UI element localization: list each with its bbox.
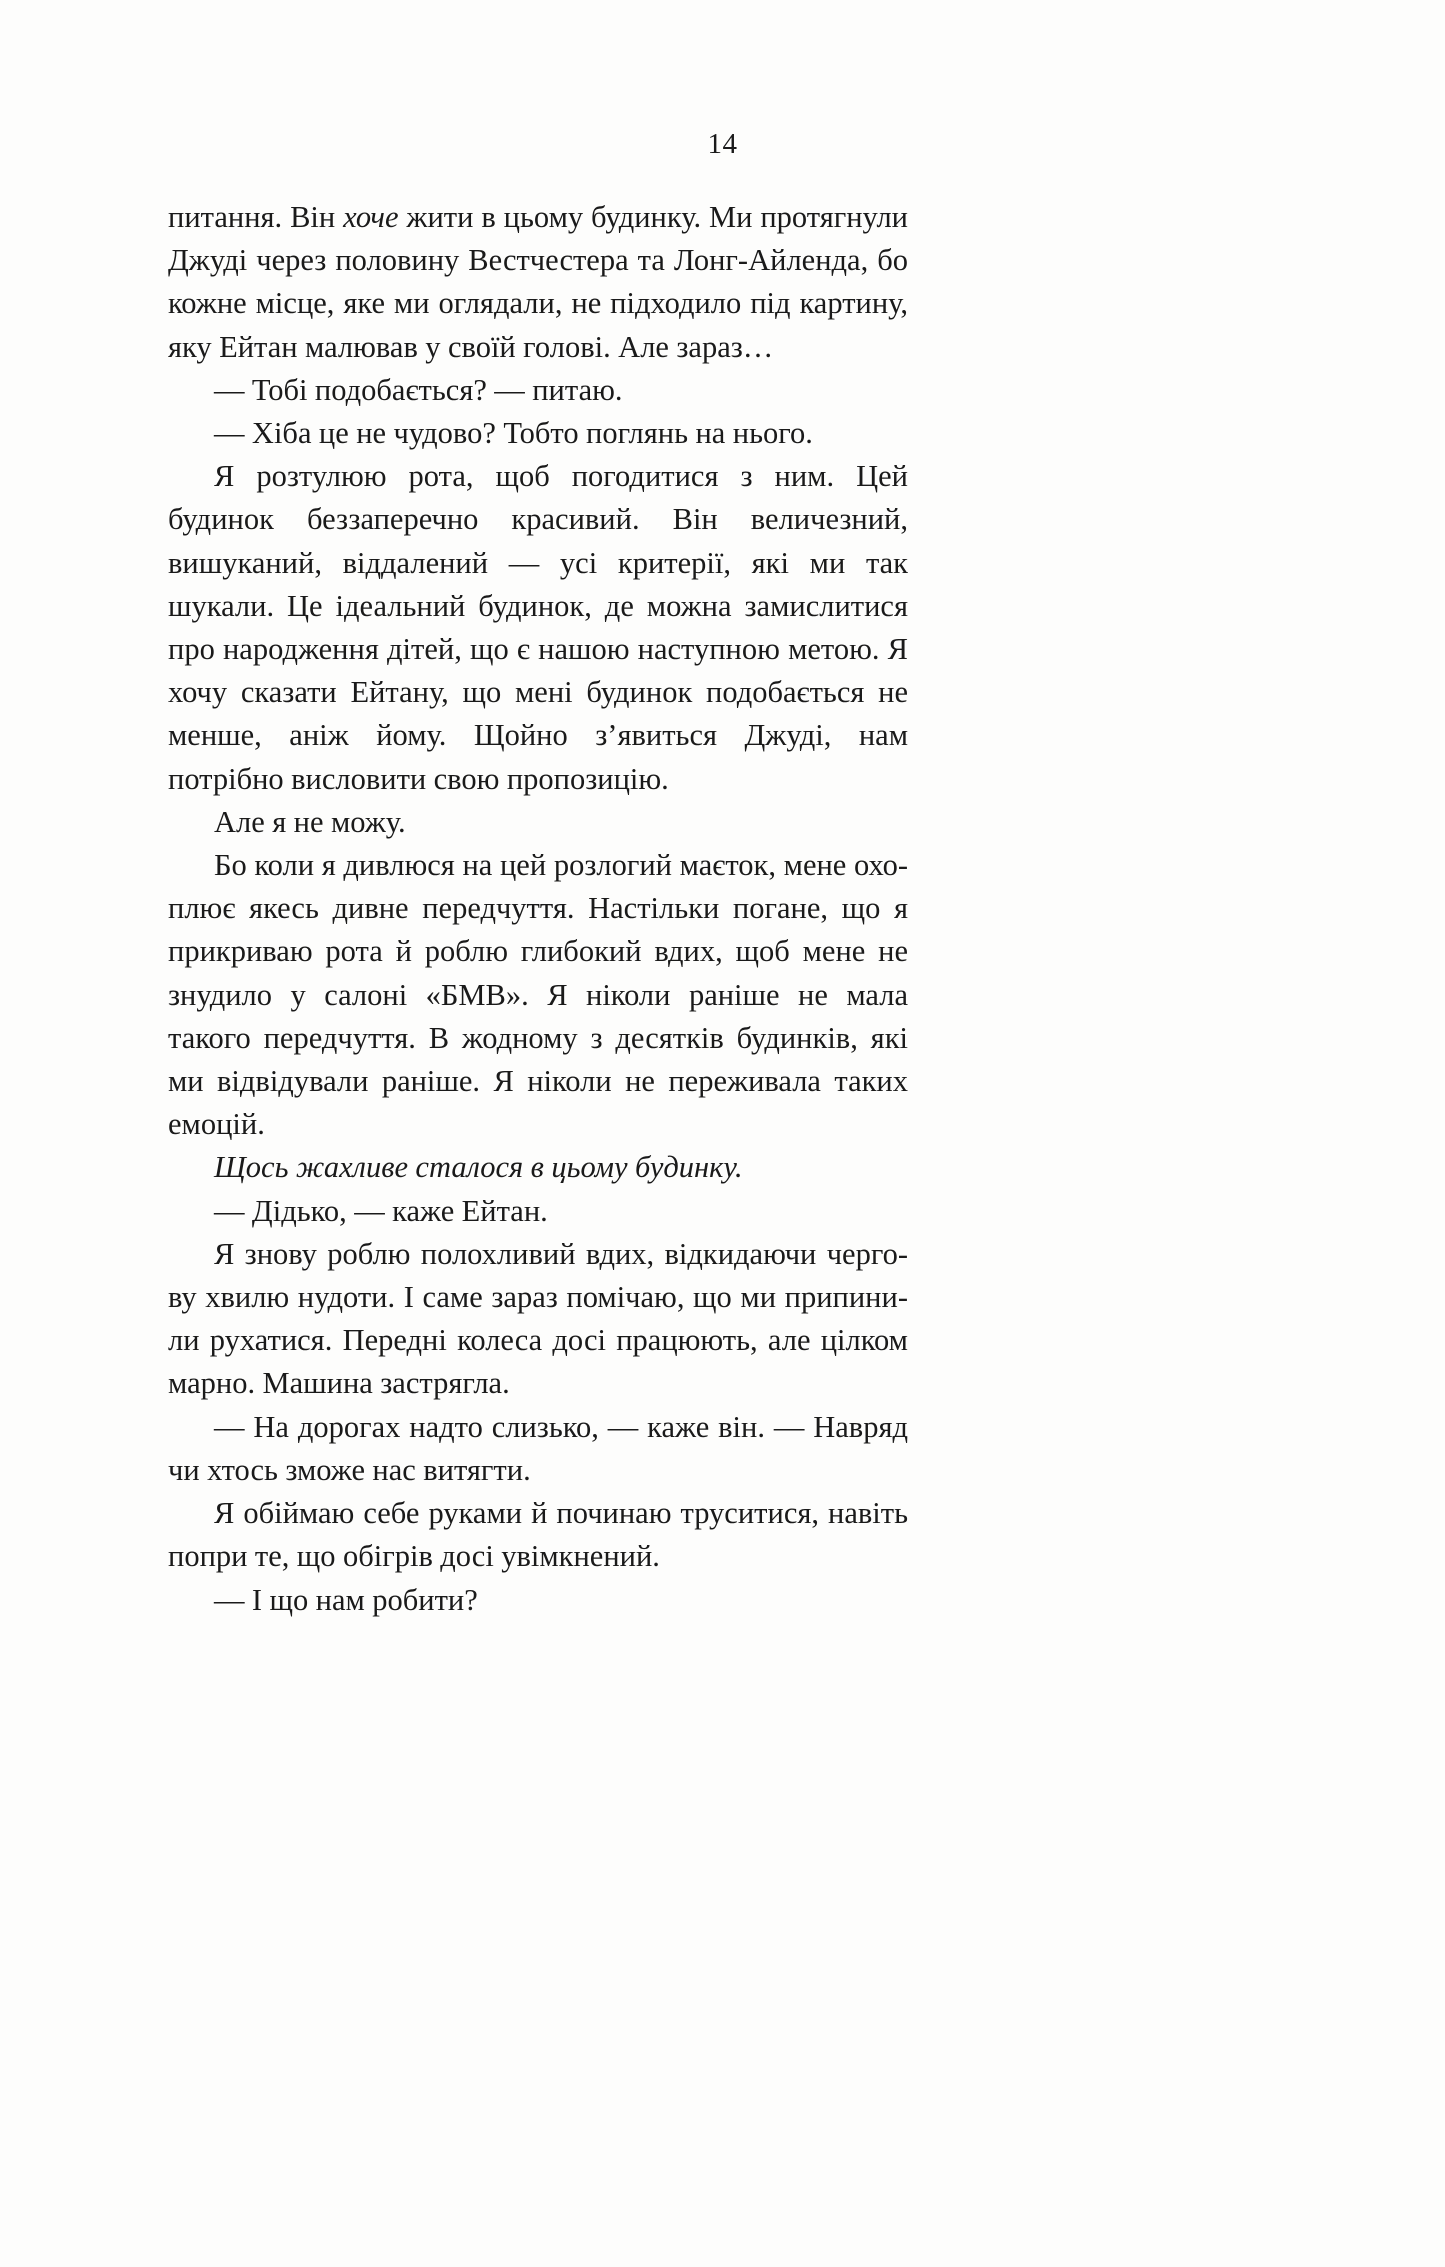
body-paragraph: Бо коли я дивлюся на цей розлогий маєток, мене охоплює якесь дивне передчуття. Настільки погане, що я прикриваю рота й роблю глибокий вдих, щоб мене не знудило у салоні «БМВ». Я ніколи раніше не мала такого передчуття. В жодному з десятків будинків, які ми відвідували раніше. Я ніколи не переживала таких емоцій.: [168, 848, 908, 1142]
page-text-block: [168, 196, 908, 1622]
italic-emphasis-paragraph: Щось жахливе сталося в цьому будинку.: [214, 1150, 743, 1185]
paragraph-text-before-italic: питання. Він: [168, 200, 344, 234]
paragraph-text-after-italic: жити в цьому будинку. Ми протягнули Джуді через половину Вестчестера та Лонг-Айленда, бо кожне місце, яке ми оглядали, не підходило під картину, яку Ейтан малював у своїй голові. Але зараз…: [168, 200, 909, 364]
dialogue-line: — На дорогах надто слизько, — каже він. — Навряд чи хтось зможе нас витягти.: [168, 1409, 908, 1487]
page-number: 14: [707, 128, 738, 160]
emphasized-word: хоче: [343, 200, 399, 234]
dialogue-line: — І що нам робити?: [214, 1582, 478, 1617]
dialogue-line: — Хіба це не чудово? Тобто поглянь на нього.: [214, 416, 813, 451]
dialogue-line: — Тобі подобається? — питаю.: [214, 372, 623, 407]
dialogue-line: — Дідько, — каже Ейтан.: [214, 1193, 548, 1228]
body-paragraph: Я розтулюю рота, щоб погодитися з ним. Цей будинок беззаперечно красивий. Він величезний, вишуканий, віддалений — усі критерії, які ми так шукали. Це ідеальний будинок, де можна замислитися про народження дітей, що є нашою наступною метою. Я хочу сказати Ейтану, що мені будинок подобається не менше, аніж йому. Щойно з’явиться Джуді, нам потрібно висловити свою пропозицію.: [168, 459, 908, 796]
body-paragraph: Але я не можу.: [214, 804, 406, 839]
paragraph-continuation: [168, 196, 908, 369]
body-paragraph: Я знову роблю полохливий вдих, відкидаючи чергову хвилю нудоти. І саме зараз помічаю, що ми припинили рухатися. Передні колеса досі працюють, але цілком марно. Машина застрягла.: [168, 1236, 908, 1401]
body-paragraph: Я обіймаю себе руками й починаю труситися, навіть попри те, що обігрів досі увімкнений.: [168, 1496, 908, 1574]
